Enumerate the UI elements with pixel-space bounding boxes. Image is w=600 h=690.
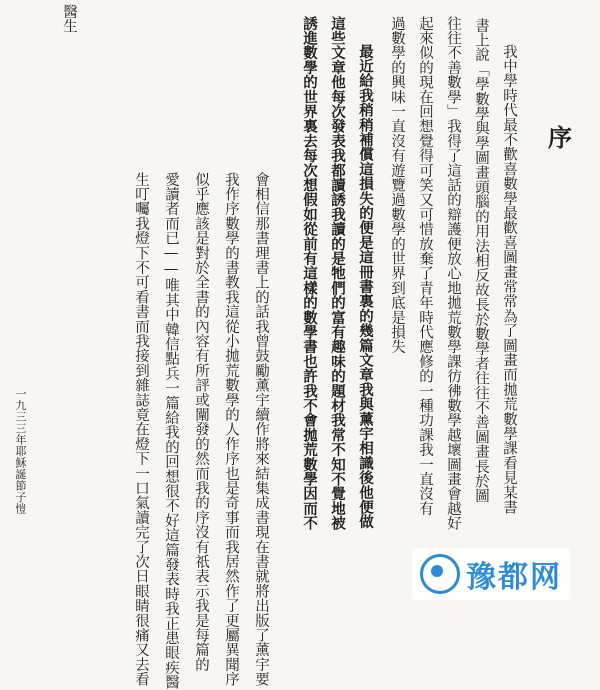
date-line: 一九三三年耶穌誕節子愷 xyxy=(14,388,27,515)
text-column: 過數學的興味一直沒有遊覽過數學的世界到底是損失 xyxy=(389,16,405,355)
text-column: 書上說「學數學與學圖畫頭腦的用法相反故長於數學者往往不善圖畫長於圖 xyxy=(473,18,489,504)
site-watermark xyxy=(412,548,570,600)
text-column: 生叮囑我燈下不可看書而我接到雜誌竟在燈下一口氣讀完了次日眼睛很痛又去看 xyxy=(133,172,149,687)
text-column: 似乎應該是對於全書的內容有所評或闡發的然而我的序沒有祇表示我是每篇的 xyxy=(193,172,209,672)
page-title: 序 xyxy=(548,123,572,152)
text-column: 會相信那書理書上的話我曾鼓勵薰宇續作將來結集成書現在書就將出版了薰宇要 xyxy=(253,172,269,687)
text-column: 醫生 xyxy=(61,4,77,34)
text-column: 往往不善數學」我得了這話的辯護便放心地拋荒數學課彷彿數學越壞圖畫會越好 xyxy=(445,16,461,531)
text-column: 這些文章他每次發表我都讀誘我讀的是牠們的富有趣味的題材我常不知不覺地被 xyxy=(329,16,346,531)
text-column: 我中學時代最不歡喜數學最歡喜圖畫常常為了圖畫而拋荒數學課看見某書 xyxy=(501,44,517,515)
logo-icon xyxy=(420,554,460,594)
text-column: 最近給我稍稍補償這損失的便是這冊書裏的幾篇文章我與薰宇相識後他便做 xyxy=(357,44,374,530)
watermark-text: 豫都网 xyxy=(466,560,562,595)
text-column: 愛讀者而已——唯其中韓信點兵一篇給我的回想很不好這篇發表時我正患眼疾醫 xyxy=(163,172,179,690)
text-column: 誘進數學的世界裏去每次想假如從前有這樣的數學書也許我不會拋荒數學因而不 xyxy=(301,16,318,531)
text-column: 我作序數學的書教我這從小拋荒數學的人作序也是奇事而我居然作了更屬異聞序 xyxy=(223,172,239,687)
text-column: 起來似的現在回想覺得可笑又可惜放棄了青年時代應修的一種功課我一直沒有 xyxy=(417,16,433,516)
